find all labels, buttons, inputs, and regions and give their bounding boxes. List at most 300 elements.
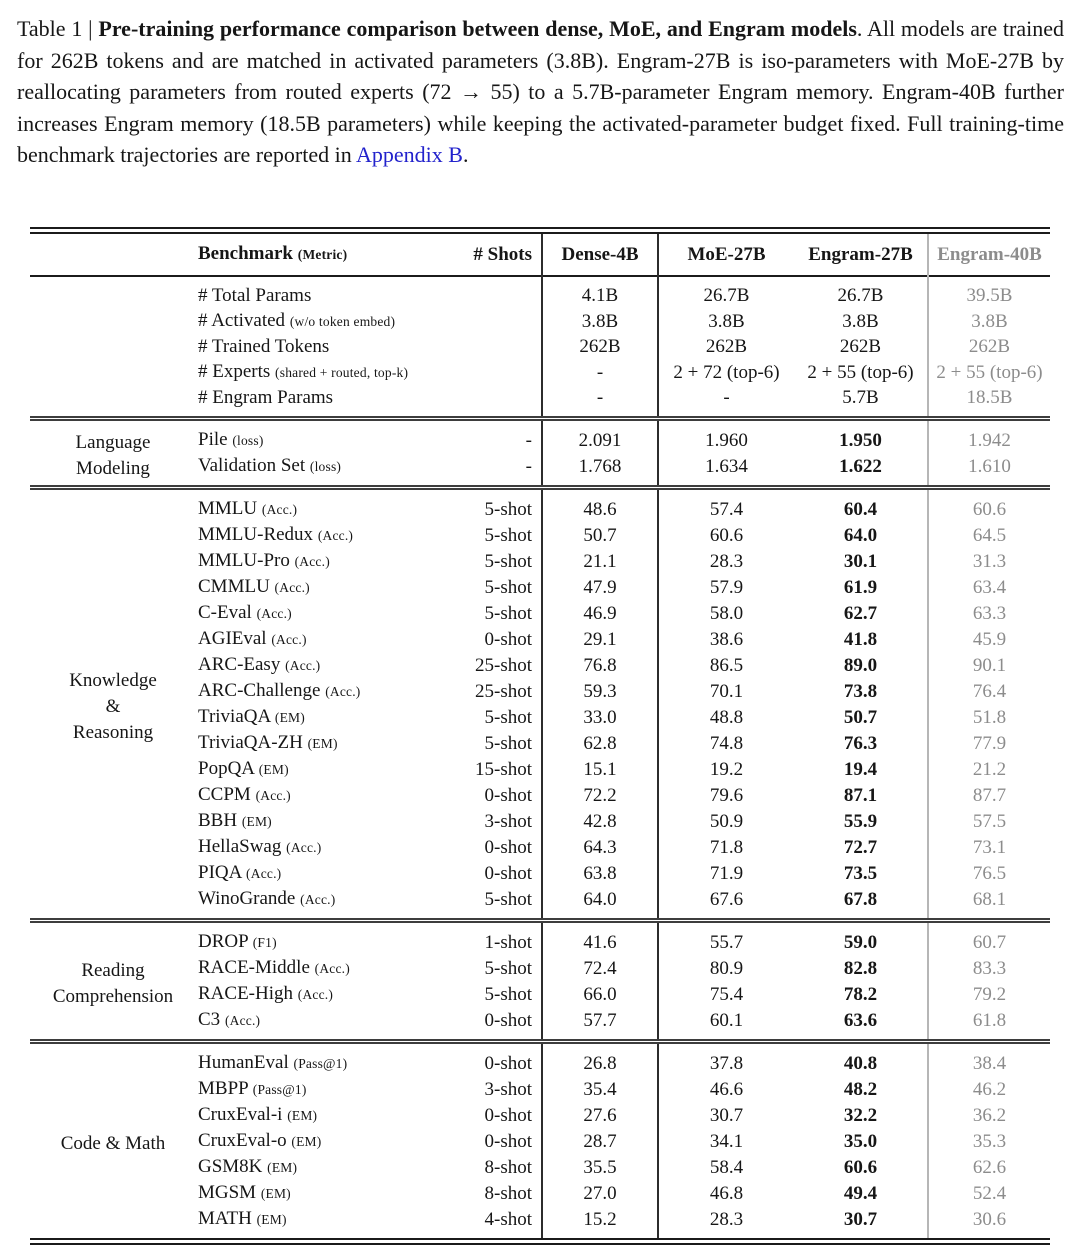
value-cell: 63.8 (542, 860, 658, 886)
benchmark-name: CruxEval-i (198, 1104, 283, 1125)
value-cell: 26.7B (658, 276, 794, 308)
benchmark-name: TriviaQA-ZH (198, 732, 303, 753)
group-label-line: Language (75, 432, 151, 453)
shots-cell: 0-shot (484, 1104, 532, 1126)
value-cell: 45.9 (928, 626, 1050, 652)
value-cell: 73.1 (928, 834, 1050, 860)
shots-cell: 0-shot (484, 836, 532, 858)
shots-cell (446, 359, 542, 385)
shots-cell: 0-shot (484, 1130, 532, 1152)
value-cell: 57.7 (542, 1007, 658, 1042)
value-cell: 19.2 (658, 756, 794, 782)
value-cell: 3.8B (658, 308, 794, 334)
benchmark-metric: (loss) (309, 459, 342, 474)
col-header-group-spacer (30, 231, 196, 277)
value-cell: 86.5 (658, 652, 794, 678)
value-cell: 1.960 (658, 419, 794, 454)
shots-cell (446, 385, 542, 419)
value-cell: 28.3 (658, 1206, 794, 1242)
value-cell: 1.768 (542, 453, 658, 488)
group-label-line: Modeling (76, 458, 150, 479)
value-cell: 47.9 (542, 574, 658, 600)
value-cell: 64.3 (542, 834, 658, 860)
shots-cell: - (525, 429, 532, 451)
value-cell: 76.4 (928, 678, 1050, 704)
value-cell: 35.3 (928, 1128, 1050, 1154)
value-cell: 35.4 (542, 1076, 658, 1102)
value-cell: 52.4 (928, 1180, 1050, 1206)
shots-cell (446, 276, 542, 308)
benchmark-cell (196, 834, 446, 860)
shots-cell (446, 334, 542, 359)
value-cell: 63.3 (928, 600, 1050, 626)
value-cell: 55.7 (658, 921, 794, 956)
value-cell: 68.1 (928, 886, 1050, 921)
value-cell: 27.6 (542, 1102, 658, 1128)
benchmark-cell (196, 334, 446, 359)
benchmark-metric: (w/o token embed) (289, 314, 396, 329)
benchmark-cell (196, 308, 446, 334)
shots-cell: 5-shot (484, 576, 532, 598)
value-cell: 41.8 (843, 628, 878, 650)
benchmark-cell (196, 860, 446, 886)
caption-label: Table 1 | (17, 16, 99, 41)
value-cell: 30.6 (928, 1206, 1050, 1242)
results-table (30, 227, 1050, 1245)
benchmark-name: Validation Set (198, 455, 306, 476)
value-cell: 50.7 (542, 522, 658, 548)
benchmark-name: # Total Params (198, 285, 312, 306)
benchmark-name: DROP (198, 931, 248, 952)
value-cell: 57.4 (658, 488, 794, 523)
appendix-b-link[interactable]: Appendix B (356, 142, 463, 167)
shots-cell (446, 308, 542, 334)
value-cell: 60.6 (928, 488, 1050, 523)
shots-cell: 5-shot (484, 983, 532, 1005)
value-cell: 35.5 (542, 1154, 658, 1180)
value-cell: 39.5B (928, 276, 1050, 308)
header-row (30, 231, 1050, 277)
value-cell: 26.8 (542, 1042, 658, 1077)
value-cell: 262B (542, 334, 658, 359)
benchmark-name: MMLU (198, 498, 258, 519)
value-cell: 48.2 (843, 1078, 878, 1100)
benchmark-name: RACE-Middle (198, 957, 310, 978)
value-cell: 78.2 (843, 983, 878, 1005)
value-cell: 73.5 (843, 862, 878, 884)
benchmark-name: MBPP (198, 1078, 248, 1099)
benchmark-metric: (Acc.) (271, 632, 307, 647)
benchmark-cell (196, 704, 446, 730)
table-header (30, 231, 1050, 277)
value-cell: 63.6 (843, 1009, 878, 1031)
benchmark-metric: (shared + routed, top-k) (275, 365, 409, 380)
benchmark-cell (196, 1007, 446, 1042)
benchmark-cell (196, 385, 446, 419)
value-cell: 89.0 (843, 654, 878, 676)
value-cell: - (542, 359, 658, 385)
value-cell: 71.8 (658, 834, 794, 860)
value-cell: 28.3 (658, 548, 794, 574)
value-cell: 62.7 (843, 602, 878, 624)
value-cell: 46.8 (658, 1180, 794, 1206)
benchmark-name: WinoGrande (198, 888, 296, 909)
value-cell: 19.4 (843, 758, 878, 780)
value-cell: 90.1 (928, 652, 1050, 678)
value-cell: 80.9 (658, 955, 794, 981)
value-cell: 262B (839, 336, 882, 357)
value-cell: 87.1 (843, 784, 878, 806)
value-cell: 57.5 (928, 808, 1050, 834)
benchmark-cell (196, 955, 446, 981)
shots-cell: 15-shot (475, 758, 532, 780)
benchmark-metric: (EM) (267, 1160, 298, 1175)
value-cell: 72.2 (542, 782, 658, 808)
group-label (30, 488, 196, 921)
benchmark-cell (196, 522, 446, 548)
benchmark-metric: (Acc.) (255, 788, 291, 803)
benchmark-metric: (Pass@1) (293, 1056, 348, 1071)
benchmark-metric: (F1) (252, 935, 277, 950)
shots-cell: 0-shot (484, 1009, 532, 1031)
value-cell: 83.3 (928, 955, 1050, 981)
benchmark-name: PopQA (198, 758, 254, 779)
benchmark-cell (196, 1154, 446, 1180)
value-cell: 38.6 (658, 626, 794, 652)
value-cell: 64.0 (843, 524, 878, 546)
benchmark-metric: (EM) (241, 814, 272, 829)
table-row (30, 921, 1050, 956)
value-cell: 76.8 (542, 652, 658, 678)
table-row (30, 419, 1050, 454)
value-cell: 2 + 72 (top-6) (658, 359, 794, 385)
benchmark-name: ARC-Easy (198, 654, 281, 675)
value-cell: 33.0 (542, 704, 658, 730)
value-cell: 46.2 (928, 1076, 1050, 1102)
shots-cell: 8-shot (484, 1182, 532, 1204)
benchmark-cell (196, 921, 446, 956)
benchmark-name: # Engram Params (198, 387, 334, 408)
col-header-benchmark (196, 231, 446, 277)
shots-cell: 3-shot (484, 1078, 532, 1100)
value-cell: 1.942 (928, 419, 1050, 454)
value-cell: 59.0 (843, 931, 878, 953)
value-cell: 61.8 (928, 1007, 1050, 1042)
benchmark-metric: (EM) (256, 1212, 287, 1227)
group-label (30, 419, 196, 488)
value-cell: 49.4 (843, 1182, 878, 1204)
benchmark-cell (196, 1076, 446, 1102)
benchmark-metric: (EM) (307, 736, 338, 751)
value-cell: 30.7 (658, 1102, 794, 1128)
shots-cell: 4-shot (484, 1208, 532, 1230)
benchmark-cell (196, 1102, 446, 1128)
value-cell: 51.8 (928, 704, 1050, 730)
benchmark-metric: (Acc.) (314, 961, 350, 976)
value-cell: 262B (928, 334, 1050, 359)
value-cell: 48.6 (542, 488, 658, 523)
group-label-line: Reading (81, 960, 145, 981)
benchmark-metric: (EM) (274, 710, 305, 725)
shots-cell: 5-shot (484, 957, 532, 979)
benchmark-metric: (loss) (232, 433, 264, 448)
value-cell: 34.1 (658, 1128, 794, 1154)
col-header-dense-4b: Dense-4B (542, 231, 658, 277)
value-cell: 67.8 (843, 888, 878, 910)
table-row (30, 488, 1050, 523)
value-cell: 87.7 (928, 782, 1050, 808)
value-cell: 37.8 (658, 1042, 794, 1077)
benchmark-cell (196, 276, 446, 308)
value-cell: 1.950 (839, 429, 882, 451)
benchmark-metric: (Acc.) (294, 554, 330, 569)
value-cell: 76.3 (843, 732, 878, 754)
table-row (30, 1042, 1050, 1077)
group-label (30, 276, 196, 419)
benchmark-cell (196, 652, 446, 678)
benchmark-cell (196, 453, 446, 488)
benchmark-cell (196, 600, 446, 626)
table-container (30, 227, 1050, 1245)
value-cell: 48.8 (658, 704, 794, 730)
benchmark-name: CMMLU (198, 576, 270, 597)
value-cell: 50.9 (658, 808, 794, 834)
shots-cell: 5-shot (484, 732, 532, 754)
benchmark-name: # Experts (198, 361, 271, 382)
value-cell: 82.8 (843, 957, 878, 979)
benchmark-name: MMLU-Pro (198, 550, 290, 571)
shots-cell: 5-shot (484, 888, 532, 910)
benchmark-name: MATH (198, 1208, 252, 1229)
group-label-line: & (105, 696, 121, 717)
value-cell: 46.6 (658, 1076, 794, 1102)
section-knowledge-reasoning (30, 488, 1050, 921)
value-cell: 15.1 (542, 756, 658, 782)
group-label-line: Knowledge (69, 670, 157, 691)
value-cell: 29.1 (542, 626, 658, 652)
col-header-shots: # Shots (473, 243, 532, 265)
value-cell: 3.8B (542, 308, 658, 334)
benchmark-cell (196, 782, 446, 808)
shots-cell: 3-shot (484, 810, 532, 832)
value-cell: 77.9 (928, 730, 1050, 756)
benchmark-metric: (EM) (258, 762, 289, 777)
benchmark-cell (196, 548, 446, 574)
value-cell: 42.8 (542, 808, 658, 834)
benchmark-cell (196, 1128, 446, 1154)
value-cell: 76.5 (928, 860, 1050, 886)
benchmark-cell (196, 1180, 446, 1206)
benchmark-name: AGIEval (198, 628, 267, 649)
group-label-line: Code & Math (60, 1133, 166, 1154)
benchmark-cell (196, 488, 446, 523)
value-cell: 41.6 (542, 921, 658, 956)
benchmark-name: HumanEval (198, 1052, 289, 1073)
value-cell: 30.1 (843, 550, 878, 572)
benchmark-metric: (Acc.) (285, 658, 321, 673)
benchmark-metric: (Acc.) (224, 1013, 261, 1028)
value-cell: 31.3 (928, 548, 1050, 574)
benchmark-name: MGSM (198, 1182, 257, 1203)
value-cell: 3.8B (842, 310, 879, 332)
benchmark-cell (196, 626, 446, 652)
caption-period: . (462, 142, 469, 167)
value-cell: 2 + 55 (top-6) (807, 361, 914, 383)
value-cell: 79.2 (928, 981, 1050, 1007)
value-cell: 61.9 (843, 576, 878, 598)
benchmark-name: Pile (198, 429, 228, 450)
value-cell: 1.634 (658, 453, 794, 488)
value-cell: 58.4 (658, 1154, 794, 1180)
value-cell: 60.7 (928, 921, 1050, 956)
benchmark-name: RACE-High (198, 983, 293, 1004)
benchmark-metric: (Acc.) (261, 502, 298, 517)
shots-cell: 0-shot (484, 862, 532, 884)
shots-cell: - (525, 455, 532, 477)
value-cell: 74.8 (658, 730, 794, 756)
value-cell: 50.7 (843, 706, 878, 728)
col-header-engram-27b: Engram-27B (808, 243, 913, 265)
value-cell: 66.0 (542, 981, 658, 1007)
value-cell: 4.1B (542, 276, 658, 308)
value-cell: - (542, 385, 658, 419)
shots-cell: 1-shot (484, 931, 532, 953)
benchmark-metric: (EM) (260, 1186, 291, 1201)
benchmark-name: MMLU-Redux (198, 524, 314, 545)
shots-cell: 0-shot (484, 784, 532, 806)
value-cell: 27.0 (542, 1180, 658, 1206)
value-cell: 70.1 (658, 678, 794, 704)
value-cell: 3.8B (928, 308, 1050, 334)
benchmark-name: HellaSwag (198, 836, 282, 857)
benchmark-header-metric: (Metric) (297, 247, 348, 262)
benchmark-name: GSM8K (198, 1156, 263, 1177)
benchmark-metric: (EM) (287, 1108, 318, 1123)
benchmark-cell (196, 359, 446, 385)
section-model-config (30, 276, 1050, 419)
value-cell: 1.622 (839, 455, 882, 477)
benchmark-cell (196, 1206, 446, 1242)
section-language-modeling (30, 419, 1050, 488)
benchmark-metric: (Acc.) (274, 580, 310, 595)
benchmark-name: # Trained Tokens (198, 336, 330, 357)
shots-cell: 25-shot (475, 654, 532, 676)
shots-cell: 5-shot (484, 602, 532, 624)
shots-cell: 5-shot (484, 524, 532, 546)
shots-cell: 8-shot (484, 1156, 532, 1178)
shots-cell: 5-shot (484, 550, 532, 572)
value-cell: 15.2 (542, 1206, 658, 1242)
table-caption (17, 13, 1064, 171)
value-cell: 62.8 (542, 730, 658, 756)
benchmark-name: PIQA (198, 862, 242, 883)
value-cell: 36.2 (928, 1102, 1050, 1128)
section-reading-comprehension (30, 921, 1050, 1042)
benchmark-cell (196, 730, 446, 756)
value-cell: 2 + 55 (top-6) (928, 359, 1050, 385)
benchmark-name: TriviaQA (198, 706, 271, 727)
benchmark-metric: (Acc.) (286, 840, 322, 855)
benchmark-cell (196, 678, 446, 704)
benchmark-name: C3 (198, 1009, 221, 1030)
benchmark-metric: (Acc.) (317, 528, 354, 543)
value-cell: 21.2 (928, 756, 1050, 782)
shots-cell: 0-shot (484, 1052, 532, 1074)
value-cell: 72.4 (542, 955, 658, 981)
value-cell: 60.1 (658, 1007, 794, 1042)
caption-body: . All models are trained for 262B tokens and are matched in activated parameters (3.8B). Engram-27B is iso-parameters with MoE-27B by reallocating parameters from routed experts (72 → 55) to a 5.7B-parameter Engram memory. Engram-40B further increases Engram memory (18.5B parameters) while keeping the activated-parameter budget fixed. Full training-time benchmark trajectories are reported in (17, 16, 1065, 167)
value-cell: 1.610 (928, 453, 1050, 488)
benchmark-name: # Activated (198, 310, 286, 331)
benchmark-cell (196, 886, 446, 921)
benchmark-metric: (Acc.) (325, 684, 361, 699)
value-cell: 62.6 (928, 1154, 1050, 1180)
benchmark-metric: (Acc.) (300, 892, 336, 907)
value-cell: 60.4 (843, 498, 878, 520)
value-cell: 5.7B (842, 387, 879, 408)
value-cell: 71.9 (658, 860, 794, 886)
value-cell: 28.7 (542, 1128, 658, 1154)
value-cell: 79.6 (658, 782, 794, 808)
value-cell: 35.0 (843, 1130, 878, 1152)
benchmark-name: CruxEval-o (198, 1130, 287, 1151)
table-row (30, 276, 1050, 308)
shots-cell: 5-shot (484, 498, 532, 520)
benchmark-metric: (Acc.) (297, 987, 334, 1002)
benchmark-metric: (Acc.) (246, 866, 282, 881)
value-cell: 73.8 (843, 680, 878, 702)
benchmark-cell (196, 1042, 446, 1077)
group-label-line: Reasoning (72, 722, 154, 743)
value-cell: 40.8 (843, 1052, 878, 1074)
value-cell: 64.0 (542, 886, 658, 921)
benchmark-metric: (EM) (291, 1134, 322, 1149)
value-cell: 21.1 (542, 548, 658, 574)
benchmark-cell (196, 574, 446, 600)
benchmark-name: CCPM (198, 784, 251, 805)
benchmark-cell (196, 756, 446, 782)
value-cell: 262B (658, 334, 794, 359)
value-cell: 63.4 (928, 574, 1050, 600)
group-label-line: Comprehension (52, 986, 174, 1007)
value-cell: 67.6 (658, 886, 794, 921)
shots-cell: 0-shot (484, 628, 532, 650)
value-cell: 32.2 (843, 1104, 878, 1126)
benchmark-header-label: Benchmark (198, 243, 293, 264)
col-header-engram-40b: Engram-40B (928, 231, 1050, 277)
value-cell: 46.9 (542, 600, 658, 626)
value-cell: 57.9 (658, 574, 794, 600)
col-header-moe-27b: MoE-27B (658, 231, 794, 277)
value-cell: 58.0 (658, 600, 794, 626)
benchmark-metric: (Pass@1) (252, 1082, 307, 1097)
benchmark-metric: (Acc.) (256, 606, 292, 621)
benchmark-cell (196, 808, 446, 834)
value-cell: 26.7B (837, 285, 884, 306)
shots-cell: 25-shot (475, 680, 532, 702)
group-label (30, 921, 196, 1042)
value-cell: - (658, 385, 794, 419)
benchmark-name: BBH (198, 810, 238, 831)
group-label (30, 1042, 196, 1242)
value-cell: 55.9 (843, 810, 878, 832)
benchmark-name: ARC-Challenge (198, 680, 321, 701)
benchmark-cell (196, 981, 446, 1007)
value-cell: 64.5 (928, 522, 1050, 548)
value-cell: 30.7 (843, 1208, 878, 1230)
benchmark-name: C-Eval (198, 602, 252, 623)
section-code-math (30, 1042, 1050, 1242)
